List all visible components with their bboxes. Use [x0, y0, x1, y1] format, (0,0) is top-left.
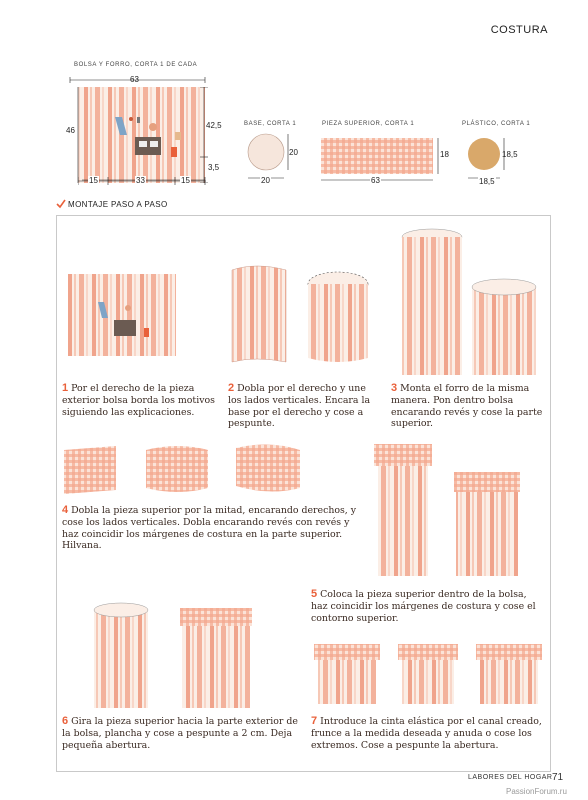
pattern-bag-bottom-left: 15	[89, 176, 98, 185]
pattern-plastic-label: PLÁSTICO, CORTA 1	[462, 121, 531, 127]
step-3-number: 3	[391, 382, 398, 394]
step1-illustration	[68, 270, 178, 358]
pattern-bag-height: 46	[66, 126, 75, 135]
pattern-bag-right-height: 42,5	[206, 121, 222, 130]
pattern-bag-right-bottom: 3,5	[208, 163, 220, 172]
step-1-number: 1	[62, 382, 69, 394]
step7-illustration	[312, 636, 544, 706]
step-6-number: 6	[62, 715, 69, 727]
pattern-base-width: 20	[261, 176, 270, 185]
pattern-bag-label: BOLSA Y FORRO, CORTA 1 DE CADA	[74, 62, 198, 68]
step-6-text: Gira la pieza superior hacia la parte exterior de la bolsa, plancha y cose a pespunte a 2 cm. Deja pequeña abertura.	[62, 716, 298, 751]
step-5	[311, 589, 543, 624]
step-4-text: Dobla la pieza superior por la mitad, encarando derechos, y cose los lados verticales. Dobla encarando revés con revés y haz coincidir los márgenes de costura en la parte superior. Hilvana.	[62, 505, 357, 552]
pattern-top-width: 63	[371, 176, 380, 185]
step3-illustration	[396, 225, 546, 380]
pattern-bag-right-dim	[200, 87, 208, 183]
step-7-number: 7	[311, 715, 318, 727]
pattern-bag-bottom-mid: 33	[136, 176, 145, 185]
step-1	[62, 383, 222, 418]
assembly-title: MONTAJE PASO A PASO	[68, 200, 168, 209]
pattern-plastic-width: 18,5	[479, 177, 495, 186]
footer-magazine: LABORES DEL HOGAR	[468, 774, 553, 781]
pattern-base-circle	[246, 130, 296, 190]
step-7-text: Introduce la cinta elástica por el canal creado, frunce a la medida deseada y anuda o cose los extremos. Cose a pespunte la abertura.	[311, 716, 542, 751]
pattern-bag-diagram	[60, 72, 240, 192]
step6-illustration	[90, 590, 260, 712]
step-6	[62, 716, 302, 751]
section-title: COSTURA	[490, 24, 548, 36]
step5-illustration	[370, 436, 530, 586]
pattern-bag-width: 63	[130, 75, 139, 84]
step-5-number: 5	[311, 588, 318, 600]
step-7	[311, 716, 545, 751]
step-2-text: Dobla por el derecho y une los lados verticales. Encara la base por el derecho y cose a pespunte.	[228, 383, 371, 430]
step-4	[62, 505, 362, 552]
pattern-base-label: BASE, CORTA 1	[244, 121, 297, 127]
pattern-top-label: PIEZA SUPERIOR, CORTA 1	[322, 121, 415, 127]
step4-illustration	[60, 442, 310, 502]
pattern-top-height: 18	[440, 150, 449, 159]
pattern-top-rect	[318, 134, 448, 184]
step-3-text: Monta el forro de la misma manera. Pon dentro bolsa encarando revés y cose la parte superior.	[391, 383, 543, 430]
step-2	[228, 383, 380, 430]
check-icon	[55, 198, 67, 210]
step-1-text: Por el derecho de la pieza exterior bolsa borda los motivos siguiendo las explicaciones.	[62, 383, 215, 418]
pattern-bag-bottom-right: 15	[181, 176, 190, 185]
step-4-number: 4	[62, 504, 69, 516]
step-2-number: 2	[228, 382, 235, 394]
step-5-text: Coloca la pieza superior dentro de la bolsa, haz coincidir los márgenes de costura y cose el contorno superior.	[311, 589, 536, 624]
pattern-plastic-height: 18,5	[502, 150, 518, 159]
footer-watermark: PassionForum.ru	[506, 787, 567, 796]
step2a-illustration	[226, 262, 294, 366]
step2b-illustration	[300, 262, 380, 366]
step-3	[391, 383, 543, 430]
footer-page-number: 71	[552, 772, 564, 783]
pattern-base-height: 20	[289, 148, 298, 157]
